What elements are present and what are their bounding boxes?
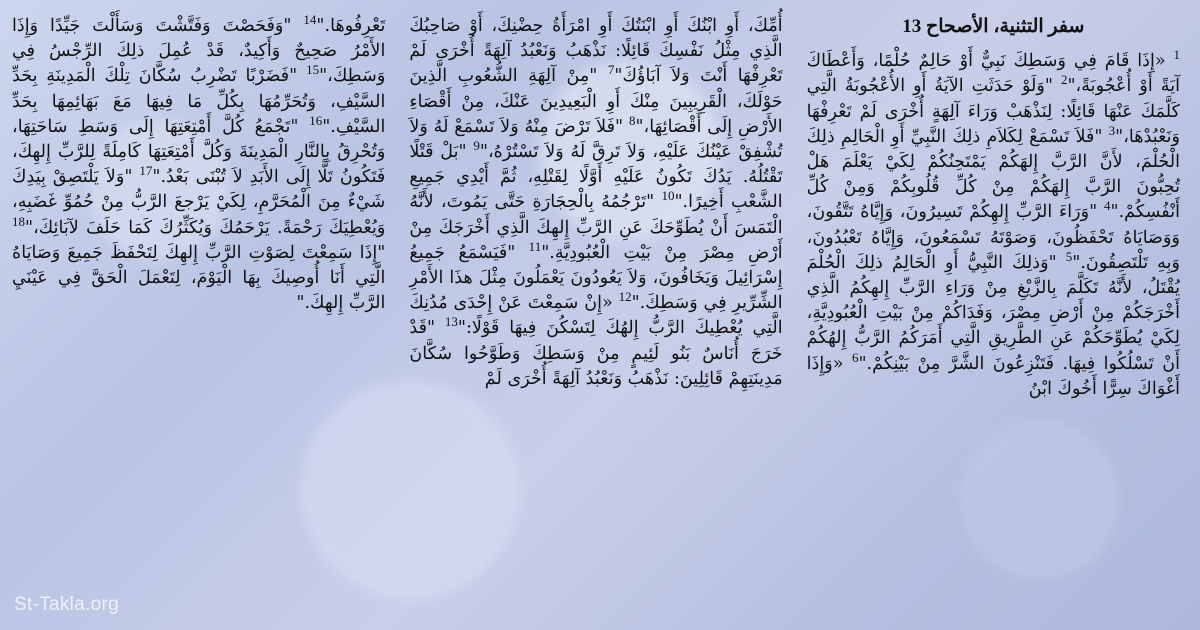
verse-text: "فَلاَ تَسْمَعْ لِكَلاَمِ ذلِكَ النَّبِيِّ أَوِ الْحَالِمِ ذلِكَ الْحُلْمَ، لأَنَّ الرَّبَّ إِلهَكُمْ يَمْتَحِنُكُمْ لِكَيْ يَعْلَمَ هَلْ تُحِبُّونَ الرَّبَّ إِلهَكُمْ مِنْ كُلِّ قُلُوبِكُمْ وَمِنْ كُلِّ أَنْفُسِكُمْ." — [806, 126, 1180, 223]
verse-text: "وَلاَ يَلْتَصِقْ بِيَدِكَ شَيْءٌ مِنَ الْمُحَرَّمِ، لِكَيْ يَرْجعَ الرَّبُّ مِنْ حُمُوِّ غَضَبِهِ، وَيُعْطِيَكَ رَحْمَةً. يَرْحَمُكَ وَيُكَثِّرُكَ كَمَا حَلَفَ لآبَائِكَ،" — [12, 167, 386, 238]
verse-text: أُمِّكَ، أَوِ ابْنُكَ أَوِ ابْنَتُكَ أَوِ امْرَأَةُ حِضْنِكَ، أَوْ صَاحِبُكَ الَّذِي مِثْلُ نَفْسِكَ قَائِلًا: نَذْهَبُ وَنَعْبُدُ آلِهَةً أُخْرَى لَمْ تَعْرِفْهَا أَنْتَ وَلاَ آبَاؤُكَ" — [409, 16, 783, 87]
verse-number: 3 — [1108, 122, 1116, 138]
verse-number: 13 — [444, 314, 458, 330]
verse-number: 1 — [1173, 47, 1180, 63]
verse-number: 16 — [309, 112, 323, 128]
verse-number: 11 — [528, 238, 542, 254]
verse-number: 8 — [628, 112, 636, 128]
verse-number: 18 — [12, 213, 26, 229]
text-column-3 — [12, 0, 385, 630]
text-column-1 — [807, 0, 1180, 630]
verse-text: تَعْرِفُوهَا." — [316, 16, 386, 36]
verse-text: "فَضَرْبًا تَضْرِبُ سُكَّانَ تِلْكَ الْمَدِينَةِ بِحَدِّ السَّيْفِ، وَتُحَرِّمُهَا بِكُلِّ مَا فِيهَا مَعَ بَهَائِمِهَا بِحَدِّ السَّيْفِ." — [12, 66, 386, 137]
verse-number: 4 — [1104, 198, 1111, 214]
site-watermark: St-Takla.org — [14, 594, 119, 615]
verse-text: "مِنْ آلِهَةِ الشُّعُوبِ الَّذِينَ حَوْلَكَ، الْقَرِيبِينَ مِنْكَ أَوِ الْبَعِيدِينَ عَنْكَ، مِنْ أَقْصَاءِ الأَرْضِ إِلَى أَقْصَائِهَا،" — [409, 66, 783, 137]
verse-text: "وَلَوْ حَدَثَتِ الآيَةُ أَوِ الأُعْجُوبَةُ الَّتِي كَلَّمَكَ عَنْهَا قَائِلًا: لِنَذْهَبْ وَرَاءَ آلِهَةٍ أُخْرَى لَمْ تَعْرِفْهَا وَنَعْبُدْهَا،" — [806, 76, 1180, 147]
verse-text: «إِنْ سَمِعْتَ عَنْ إِحْدَى مُدُنِكَ الَّتِي يُعْطِيكَ الرَّبُّ إِلهُكَ لِتَسْكُنَ فِيهَا قَوْلًا:" — [409, 293, 783, 339]
column-body — [409, 14, 782, 392]
verse-number: 2 — [1060, 72, 1068, 88]
verse-text: "فَلاَ تَرْضَ مِنْهُ وَلاَ تَسْمَعْ لَهُ وَلاَ تُشْفِقْ عَيْنُكَ عَلَيْهِ، وَلاَ تَرِقَّ لَهُ وَلاَ تَسْتُرْهُ،" — [409, 116, 783, 163]
verse-number: 5 — [1065, 248, 1073, 264]
verse-number: 10 — [661, 188, 675, 204]
verse-number: 17 — [139, 163, 153, 179]
verse-number: 7 — [607, 62, 615, 78]
verse-text: "تَرْجُمُهُ بِالْحِجَارَةِ حَتَّى يَمُوتَ، لأَنَّهُ الْتَمَسَ أَنْ يُطَوِّحَكَ عَنِ الرَّبِّ إِلهِكَ الَّذِي أَخْرَجَكَ مِنْ أَرْضِ مِصْرَ مِنْ بَيْتِ الْعُبُودِيَّةِ." — [409, 192, 783, 263]
verse-number: 9 — [473, 138, 480, 154]
verse-text: "وَفَحَصْتَ وَفَتَّشْتَ وَسَأَلْتَ جَيِّدًا وَإِذَا الأَمْرُ صَحِيحٌ وَأَكِيدٌ، قَدْ عُمِلَ ذلِكَ الرِّجْسُ فِي وَسَطِكَ،" — [12, 16, 386, 87]
verse-text: "وَرَاءَ الرَّبِّ إِلهِكُمْ تَسِيرُونَ، وَإِيَّاهُ تَتَّقُونَ، وَوَصَايَاهُ تَحْفَظُونَ، وَصَوْتَهُ تَسْمَعُونَ، وَإِيَّاهُ تَعْبُدُونَ، وَبِهِ تَلْتَصِقُونَ." — [806, 202, 1180, 273]
verse-text: «وَإِذَا أَغْوَاكَ سِرًّا أَخُوكَ ابْنُ — [806, 353, 1180, 399]
verse-number: 15 — [306, 62, 320, 78]
verse-text: "وَذلِكَ النَّبِيُّ أَوِ الْحَالِمُ ذلِكَ الْحُلْمَ يُقْتَلُ، لأَنَّهُ تَكَلَّمَ بِالزَّيْغِ مِنْ وَرَاءِ الرَّبِّ إِلهِكُمُ الَّذِي أَخْرَجَكُمْ مِنْ أَرْضِ مِصْرَ، وَفَدَاكُمْ مِنْ بَيْتِ الْعُبُودِيَّةِ، لِكَيْ يُطَوِّحَكُمْ عَنِ الطَّرِيقِ الَّتِي أَمَرَكُمُ الرَّبُّ إِلهُكُمْ أَنْ تَسْلُكُوا فِيهَا. فَتَنْزِعُونَ الشَّرَّ مِنْ بَيْنِكُمْ." — [806, 252, 1181, 374]
chapter-title: سفر التثنية، الأصحاح 13 — [902, 16, 1085, 37]
verse-text: «إِذَا قَامَ فِي وَسَطِكَ نَبِيٌّ أَوْ حَالِمٌ حُلْمًا، وَأَعْطَاكَ آيَةً أَوْ أُعْجُوبَةً،" — [806, 51, 1180, 97]
verse-text: "إِذَا سَمِعْتَ لِصَوْتِ الرَّبِّ إِلهِكَ لِتَحْفَظَ جَمِيعَ وَصَايَاهُ الَّتِي أَنَا أُوصِيكَ بِهَا الْيَوْمَ، لِتَعْمَلَ الْحَقَّ فِي عَيْنَيِ الرَّبِّ إِلهِكَ." — [12, 242, 386, 314]
text-column-2 — [409, 0, 782, 630]
verse-text: "تَجْمَعُ كُلَّ أَمْتِعَتِهَا إِلَى وَسَطِ سَاحَتِهَا، وَتُحْرِقُ بِالنَّارِ الْمَدِينَةَ وَكُلَّ أَمْتِعَتِهَا كَامِلَةً لِلرَّبِّ إِلهِكَ، فَتَكُونُ تَلًّا إِلَى الأَبَدِ لاَ تُبْنَى بَعْدُ." — [12, 116, 386, 188]
column-body — [807, 49, 1180, 402]
verse-number: 12 — [618, 289, 632, 305]
column-body — [12, 14, 385, 316]
verse-text: "فَيَسْمَعُ جَمِيعُ إِسْرَائِيلَ وَيَخَافُونَ، وَلاَ يَعُودُونَ يَعْمَلُونَ مِثْلَ هذَا الأَمْرِ الشِّرِّيرِ فِي وَسَطِكَ." — [409, 242, 783, 314]
verse-text: "بَلْ قَتْلًا تَقْتُلُهُ. يَدُكَ تَكُونُ عَلَيْهِ أَوَّلًا لِقَتْلِهِ، ثُمَّ أَيْدِي جَمِيعِ الشَّعْبِ أَخِيرًا." — [409, 142, 783, 213]
verse-number: 14 — [303, 12, 317, 28]
verse-text: "قَدْ خَرَجَ أُنَاسٌ بَنُو لَئِيمٍ مِنْ وَسَطِكَ وَطَوَّحُوا سُكَّانَ مَدِينَتِهِمْ قَائِلِينَ: نَذْهَبُ وَنَعْبُدُ آلِهَةً أُخْرَى لَمْ — [409, 318, 783, 389]
verse-number: 6 — [851, 349, 859, 365]
